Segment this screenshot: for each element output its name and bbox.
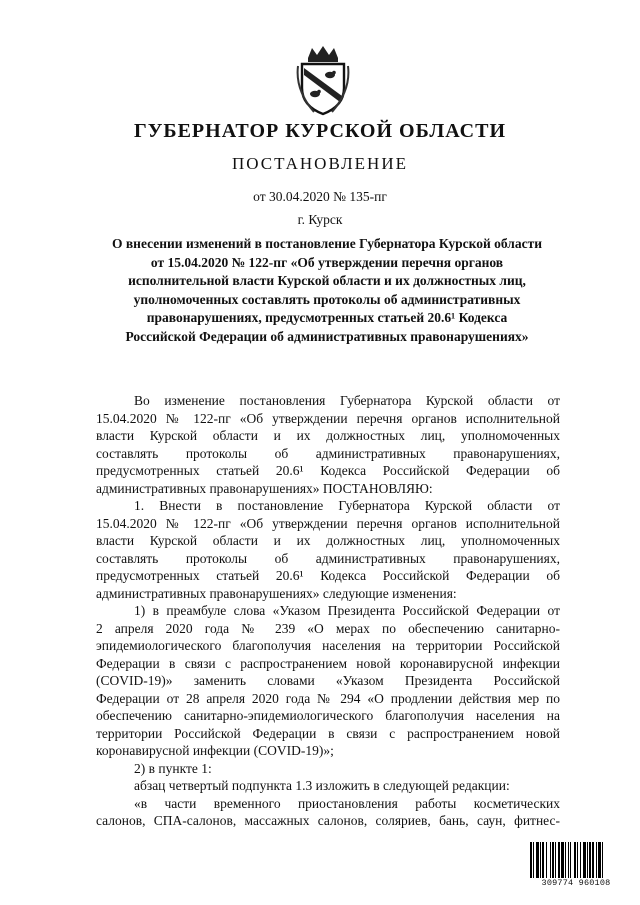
barcode-number: 309774 960108: [541, 878, 611, 888]
document-body: [96, 392, 560, 830]
body-line: 15.04.2020 № 122-пг «Об утверждении перечня органов исполнительной: [96, 515, 560, 531]
title-line: О внесении изменений в постановление Губернатора Курской области: [112, 236, 542, 251]
title-line: исполнительной власти Курской области и их должностных лиц,: [128, 273, 526, 288]
body-line: Федерации от 28 апреля 2020 года № 294 «О продлении действия мер по: [96, 690, 560, 706]
body-line: административных правонарушениях» ПОСТАНОВЛЯЮ:: [96, 480, 433, 496]
body-line: 2 апреля 2020 года № 239 «О мерах по обеспечению санитарно-: [96, 620, 560, 636]
body-line: составлять протоколы об административных правонарушениях,: [96, 445, 560, 461]
body-line: предусмотренных статьей 20.6¹ Кодекса Российской Федерации об: [96, 463, 560, 478]
body-line: обеспечению санитарно-эпидемиологического благополучия населения на: [96, 708, 560, 723]
body-line: власти Курской области и их должностных лиц, уполномоченных: [96, 428, 560, 443]
date-number: от 30.04.2020 № 135-пг: [253, 189, 387, 204]
body-line: Федерации в связи с распространением новой коронавирусной инфекции: [96, 655, 560, 671]
body-line: эпидемиологического благополучия населения на территории Российской: [96, 638, 560, 653]
title-line: правонарушениях, предусмотренных статьей 20.6¹ Кодекса: [146, 310, 508, 325]
title-line: от 15.04.2020 № 122-пг «Об утверждении перечня органов: [150, 254, 504, 270]
body-line: «в части временного приостановления работы косметических: [134, 795, 560, 811]
title-line: Российской Федерации об административных правонарушениях»: [125, 328, 529, 344]
body-line: (COVID-19)» заменить словами «Указом Президента Российской: [96, 673, 560, 688]
body-line: 1) в преамбуле слова «Указом Президента Российской Федерации от: [134, 603, 560, 618]
barcode-icon: [529, 842, 623, 878]
document-title: [96, 235, 558, 346]
body-line: власти Курской области и их должностных лиц, уполномоченных: [96, 533, 560, 548]
body-line: территории Российской Федерации в связи с распространением новой: [96, 725, 560, 741]
body-line: абзац четвертый подпункта 1.3 изложить в следующей редакции:: [134, 778, 510, 793]
body-line: 1. Внести в постановление Губернатора Курской области от: [134, 498, 560, 513]
body-line: 2) в пункте 1:: [134, 760, 212, 776]
authority-heading: ГУБЕРНАТОР КУРСКОЙ ОБЛАСТИ: [133, 120, 507, 142]
city: г. Курск: [297, 212, 343, 227]
body-line: Во изменение постановления Губернатора Курской области от: [134, 393, 560, 408]
body-line: административных правонарушениях» следующие изменения:: [96, 585, 457, 601]
kursk-coat-of-arms-icon: [294, 44, 352, 116]
body-line: 15.04.2020 № 122-пг «Об утверждении перечня органов исполнительной: [96, 410, 560, 426]
document-type: ПОСТАНОВЛЕНИЕ: [231, 154, 408, 173]
body-line: салонов, СПА-салонов, массажных салонов, соляриев, бань, саун, фитнес-: [96, 813, 560, 828]
body-line: коронавирусной инфекции (COVID-19)»;: [96, 743, 334, 758]
body-line: предусмотренных статьей 20.6¹ Кодекса Российской Федерации об: [96, 568, 560, 583]
body-line: составлять протоколы об административных правонарушениях,: [96, 550, 560, 566]
title-line: уполномоченных составлять протоколы об административных: [133, 291, 521, 307]
